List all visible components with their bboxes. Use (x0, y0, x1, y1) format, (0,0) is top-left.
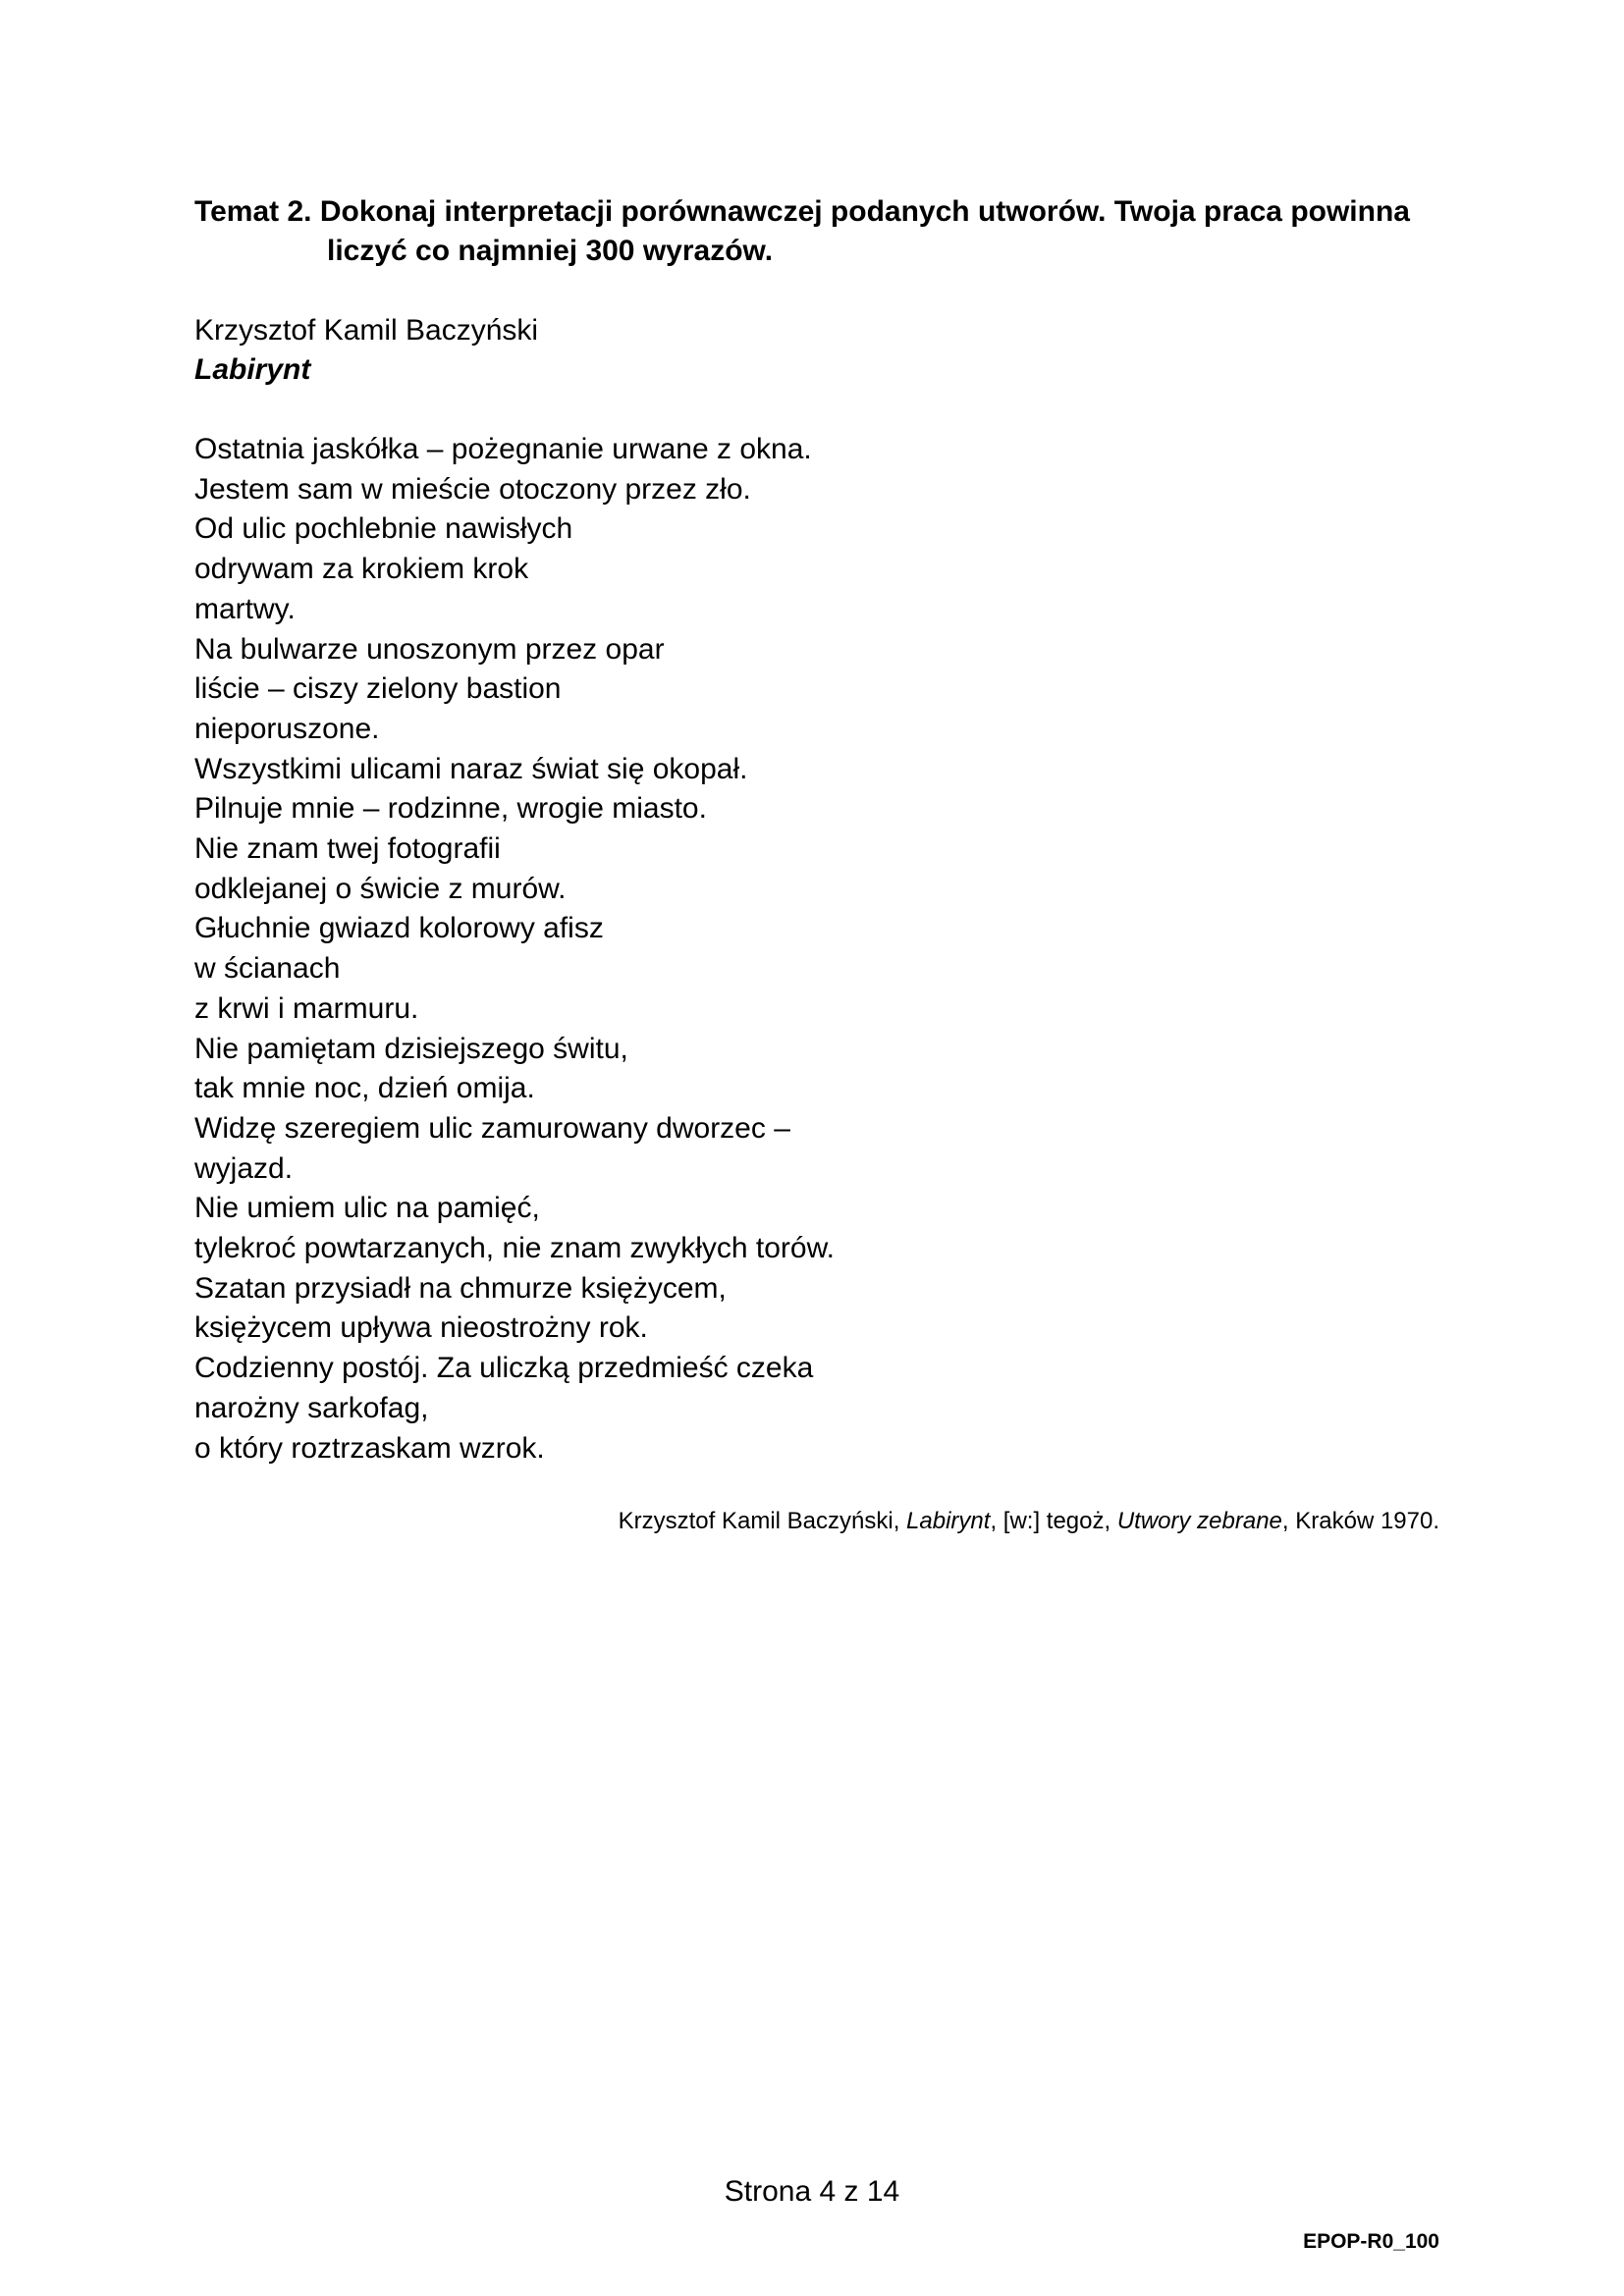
poem-line: tylekroć powtarzanych, nie znam zwykłych torów. (194, 1232, 835, 1265)
poem-line: Nie znam twej fotografii (194, 832, 501, 866)
poem-line: Głuchnie gwiazd kolorowy afisz (194, 912, 604, 945)
poem-text (194, 430, 835, 1468)
task-line-1: Temat 2. Dokonaj interpretacji porównawczej podanych utworów. Twoja praca powinna (194, 195, 1410, 228)
source-author: Krzysztof Kamil Baczyński, (618, 1508, 907, 1534)
source-title: Labirynt (906, 1508, 991, 1534)
source-citation (619, 1506, 1439, 1537)
poem-line: wyjazd. (194, 1151, 294, 1185)
source-end: , Kraków 1970. (1281, 1508, 1439, 1534)
poem-line: Jestem sam w mieście otoczony przez zło. (194, 472, 751, 506)
poem-line: Nie umiem ulic na pamięć, (194, 1192, 540, 1225)
poem-title: Labirynt (194, 353, 311, 386)
poem-author: Krzysztof Kamil Baczyński (194, 314, 539, 347)
task-instruction (194, 192, 1451, 271)
poem-line: martwy. (194, 592, 296, 625)
poem-line: Wszystkimi ulicami naraz świat się okopał. (194, 752, 748, 785)
poem-line: odrywam za krokiem krok (194, 553, 529, 586)
poem-line: księżycem upływa nieostrożny rok. (194, 1311, 648, 1345)
poem-line: Na bulwarze unoszonym przez opar (194, 632, 665, 666)
task-line-2: liczyć co najmniej 300 wyrazów. (327, 235, 774, 267)
poem-line: Nie pamiętam dzisiejszego świtu, (194, 1032, 628, 1065)
page-number: Strona 4 z 14 (724, 2175, 900, 2208)
poem-line: Codzienny postój. Za uliczką przedmieść czeka (194, 1352, 814, 1385)
poem-line: z krwi i marmuru. (194, 991, 419, 1025)
poem-line: o który roztrzaskam wzrok. (194, 1431, 545, 1465)
source-collection: Utwory zebrane (1116, 1508, 1282, 1534)
poem-line: liście – ciszy zielony bastion (194, 672, 562, 706)
poem-line: tak mnie noc, dzień omija. (194, 1072, 535, 1105)
poem-line: Ostatnia jaskółka – pożegnanie urwane z okna. (194, 433, 812, 465)
poem-line: Pilnuje mnie – rodzinne, wrogie miasto. (194, 792, 707, 826)
poem-line: odklejanej o świcie z murów. (194, 872, 567, 905)
poem-line: nieporuszone. (194, 712, 380, 745)
source-middle: , [w:] tegoż, (990, 1508, 1117, 1534)
poem-line: Od ulic pochlebnie nawisłych (194, 512, 573, 546)
poem-line: Widzę szeregiem ulic zamurowany dworzec – (194, 1111, 790, 1145)
poem-line: narożny sarkofag, (194, 1391, 429, 1424)
poem-line: w ścianach (194, 952, 341, 986)
poem-line: Szatan przysiadł na chmurze księżycem, (194, 1271, 727, 1305)
document-code: EPOP-R0_100 (1303, 2230, 1439, 2253)
